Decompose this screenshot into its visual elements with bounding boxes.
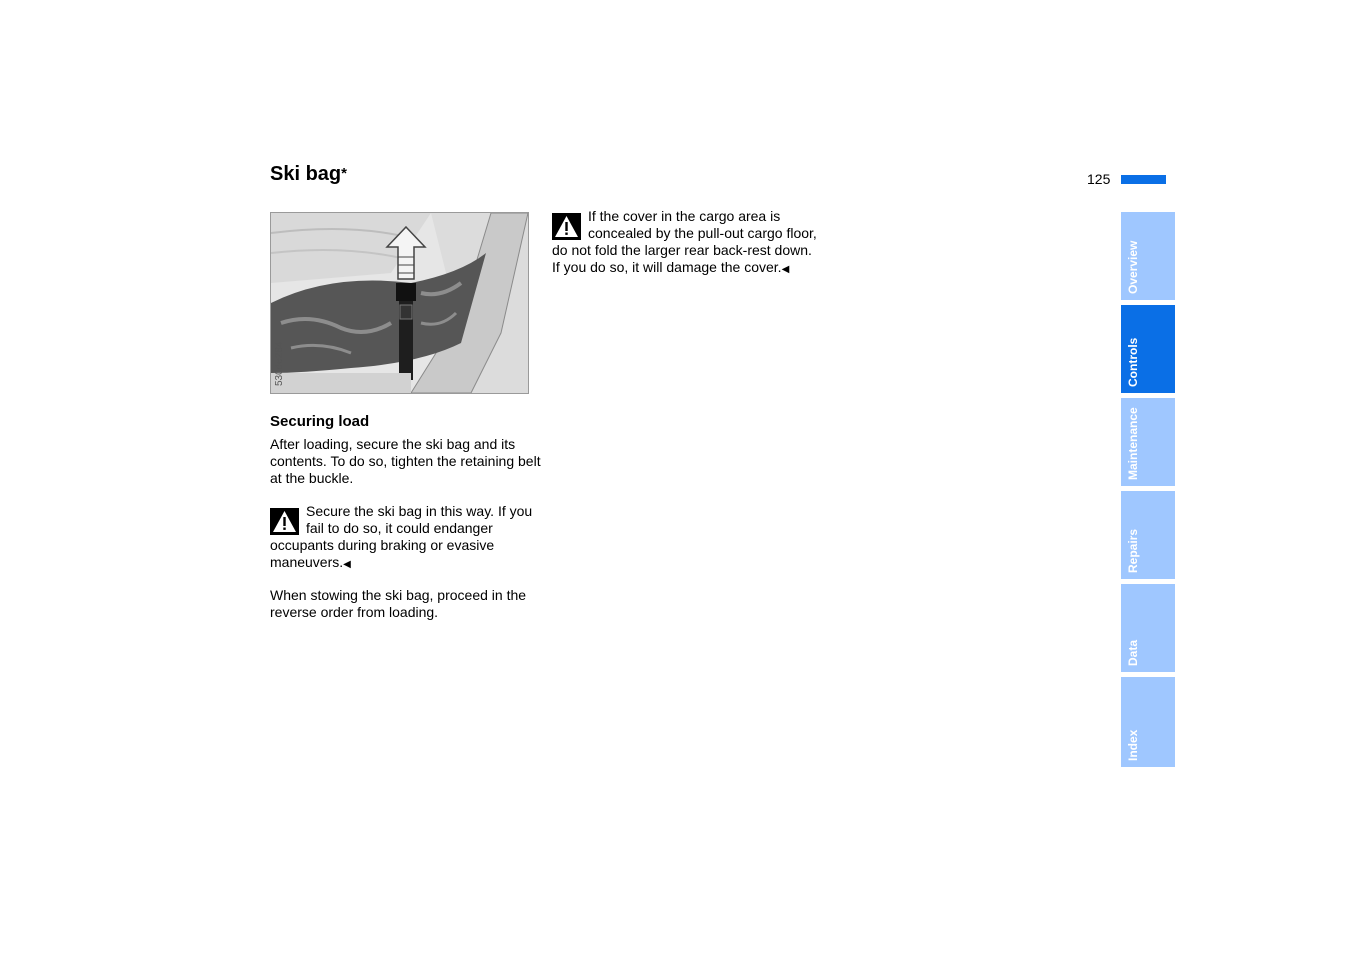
page-number: 125 (1087, 171, 1111, 187)
warning-text-1: Secure the ski bag in this way. If you fail to do so, it could endanger occupants during braking or evasive maneuvers. (270, 503, 533, 570)
warning-block-2 (552, 208, 817, 278)
tab-label: Index (1126, 729, 1140, 761)
tab-index[interactable] (1121, 677, 1175, 767)
tab-label: Data (1126, 639, 1140, 666)
end-mark-icon: ◀ (781, 264, 790, 275)
tab-data[interactable] (1121, 584, 1175, 672)
warning-triangle-icon (552, 213, 581, 240)
warning-text-2: If the cover in the cargo area is concealed by the pull-out cargo floor, do not fold the larger rear back-rest down. If you do so, it will damage the cover. (552, 208, 817, 275)
tab-label: Repairs (1126, 528, 1140, 573)
figure-code: 530de284 (274, 341, 285, 386)
end-mark-icon: ◀ (343, 559, 351, 570)
tab-overview[interactable] (1121, 212, 1175, 300)
tab-repairs[interactable] (1121, 491, 1175, 579)
title-asterisk: * (341, 165, 347, 182)
warning-block-1 (270, 503, 550, 573)
tab-label: Controls (1126, 337, 1140, 387)
paragraph-stowing: When stowing the ski bag, proceed in the reverse order from loading. (270, 587, 527, 620)
page-marker-bar (1121, 175, 1166, 184)
ski-bag-illustration (270, 212, 529, 394)
title-text: Ski bag (270, 163, 342, 185)
warning-triangle-icon (270, 508, 299, 535)
tab-controls[interactable] (1121, 305, 1175, 393)
paragraph-securing: After loading, secure the ski bag and its contents. To do so, tighten the retaining belt at the buckle. (270, 436, 541, 486)
tab-label: Maintenance (1126, 407, 1140, 480)
page-title (270, 163, 347, 186)
section-heading: Securing load (270, 413, 370, 430)
tab-maintenance[interactable] (1121, 398, 1175, 486)
ski-bag-drawing (271, 213, 528, 393)
tab-label: Overview (1126, 240, 1140, 294)
